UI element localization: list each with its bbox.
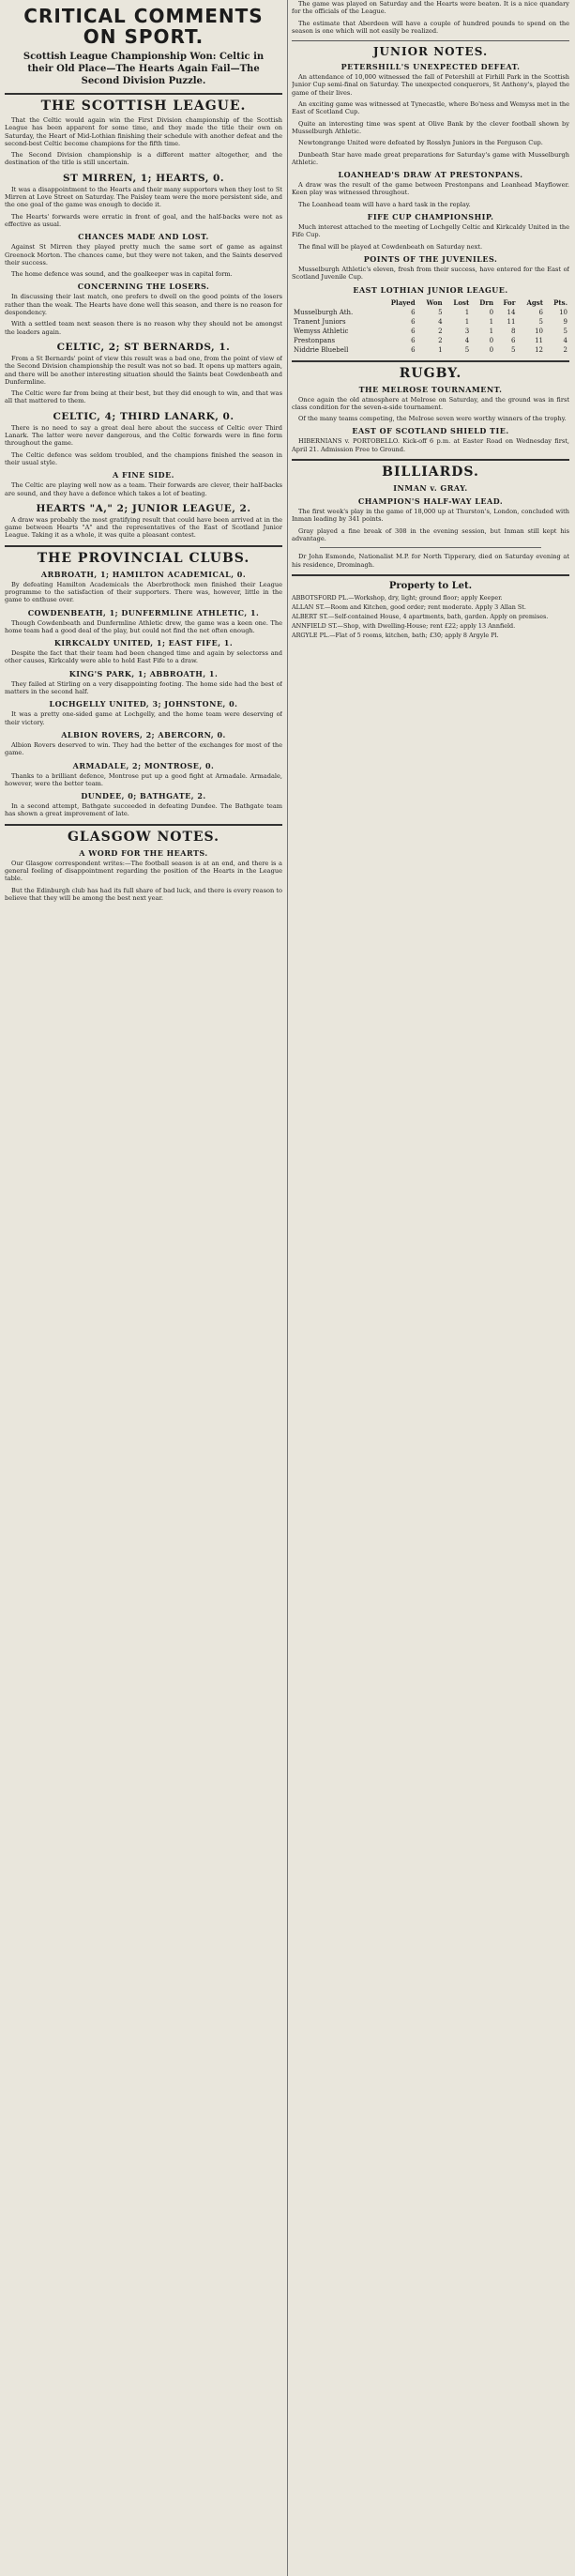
section-glasgow-notes: GLASGOW NOTES. xyxy=(5,824,282,845)
paragraph: The Loanhead team will have a hard task in the replay. xyxy=(298,200,471,208)
advert-item: ANNFIELD ST.—Shop, with Dwelling-House; rent £22; apply 13 Annfield. xyxy=(292,621,516,630)
drawn-cell: 1 xyxy=(489,317,494,326)
advert-item: ARGYLE PL.—Flat of 5 rooms, kitchen, bath; £30; apply 8 Argyle Pl. xyxy=(292,631,499,639)
team-cell: Tranent Juniors xyxy=(294,317,346,326)
paragraph: Against St Mirren they played pretty much the same sort of game as against Greenock Morton. The chances came, but they were not taken, and the Saints deserved their success. xyxy=(5,243,282,267)
paragraph: Newtongrange United were defeated by Rosslyn Juniors in the Ferguson Cup. xyxy=(298,139,543,147)
table-row xyxy=(292,345,569,355)
paragraph: There is no need to say a great deal here about the success of Celtic over Third Lanark. The latter were never dangerous, and the Celtic forwards were in fine form throughout the game. xyxy=(5,423,282,448)
paragraph: The Celtic are playing well now as a team. Their forwards are clever, their half-backs are sound, and they have a defence which takes a lot of beating. xyxy=(5,481,282,497)
paragraph: HIBERNIANS v. PORTOBELLO. Kick-off 6 p.m. at Easter Road on Wednesday first, April 21. Admission Free to Ground. xyxy=(292,437,569,453)
paragraph: Once again the old atmosphere at Melrose on Saturday, and the ground was in first class condition for the seven-a-side tournament. xyxy=(292,395,569,411)
against-cell: 12 xyxy=(535,345,543,354)
drawn-cell: 0 xyxy=(489,345,494,354)
against-cell: 10 xyxy=(535,327,543,335)
paragraph: Dunbeath Star have made great preparations for Saturday's game with Musselburgh Athletic. xyxy=(292,150,569,166)
subheading: A WORD FOR THE HEARTS. xyxy=(79,847,208,858)
team-cell: Musselburgh Ath. xyxy=(294,308,354,316)
won-cell: 5 xyxy=(438,308,443,316)
section-rugby: RUGBY. xyxy=(292,360,569,381)
subheading: POINTS OF THE JUVENILES. xyxy=(363,253,498,264)
table-row xyxy=(292,327,569,336)
paragraph: From a St Bernards' point of view this result was a bad one, from the point of view of the Second Division championship the result was not so bad. It opens up matters again, and there will be another interesting situation should the Saints beat Cowdenbeath and Dunfermline. xyxy=(5,354,282,386)
won-cell: 2 xyxy=(438,336,443,344)
paragraph: But the Edinburgh club has had its full share of bad luck, and there is every reason to believe that they will be among the best next year. xyxy=(5,886,282,902)
match-heading: ARMADALE, 2; MONTROSE, 0. xyxy=(72,760,215,770)
match-heading: LOCHGELLY UNITED, 3; JOHNSTONE, 0. xyxy=(49,699,238,709)
paragraph: Albion Rovers deserved to win. They had the better of the exchanges for most of the game. xyxy=(5,740,282,757)
paragraph: Much interest attached to the meeting of Lochgelly Celtic and Kirkcaldy United in the Fife Cup. xyxy=(292,223,569,239)
for-cell: 14 xyxy=(507,308,516,316)
subheading: CHANCES MADE AND LOST. xyxy=(78,232,209,242)
paragraph: The game was played on Saturday and the Hearts were beaten. It is a nice quandary for the officials of the League. xyxy=(292,0,569,16)
points-cell: 9 xyxy=(563,317,567,326)
points-cell: 5 xyxy=(563,327,567,335)
against-cell: 5 xyxy=(538,317,543,326)
played-cell: 6 xyxy=(411,308,416,316)
subheading: FIFE CUP CHAMPIONSHIP. xyxy=(367,212,494,222)
league-table-title: EAST LOTHIAN JUNIOR LEAGUE. xyxy=(353,284,508,295)
match-heading: CELTIC, 2; ST BERNARDS, 1. xyxy=(56,341,231,353)
paragraph: Of the many teams competing, the Melrose seven were worthy winners of the trophy. xyxy=(298,415,567,423)
lost-cell: 5 xyxy=(464,345,470,354)
right-column xyxy=(292,0,569,2576)
paragraph: In discussing their last match, one prefers to dwell on the good points of the losers rather than the weak. The Hearts have done well this season, and there is no reason for despondency. xyxy=(5,293,282,317)
paragraph: A draw was probably the most gratifying result that could have been arrived at in the game between Hearts "A" and the representatives of the East of Scotland Junior League. Taking it as a whole, it was quite a pleasant contest. xyxy=(5,515,282,540)
classified-adverts xyxy=(292,574,569,639)
paragraph: The estimate that Aberdeen will have a couple of hundred pounds to spend on the season is one which will not easily be realized. xyxy=(292,19,569,35)
paragraph: Quite an interesting time was spent at Olive Bank by the clever football shown by Musselburgh Athletic. xyxy=(292,119,569,135)
won-cell: 1 xyxy=(438,345,443,354)
paragraph: Musselburgh Athletic's eleven, fresh from their success, have entered for the East of Scotland Juvenile Cup. xyxy=(292,265,569,282)
lost-cell: 1 xyxy=(464,317,470,326)
section-provincial: THE PROVINCIAL CLUBS. xyxy=(5,545,282,566)
header-cell: Drn xyxy=(479,297,494,307)
header-cell xyxy=(292,297,379,308)
against-cell: 6 xyxy=(538,308,543,316)
left-column xyxy=(5,0,282,2576)
paragraph: Thanks to a brilliant defence, Montrose put up a good fight at Armadale. Armadale, however, were the better team. xyxy=(5,771,282,787)
points-cell: 2 xyxy=(563,345,567,354)
match-heading: COWDENBEATH, 1; DUNFERMLINE ATHLETIC, 1. xyxy=(27,607,260,617)
paragraph: Gray played a fine break of 308 in the evening session, but Inman still kept his advantage. xyxy=(292,526,569,542)
paragraph: Dr John Esmonde, Nationalist M.P. for North Tipperary, died on Saturday evening at his residence, Drominagh. xyxy=(292,553,569,569)
drawn-cell: 0 xyxy=(489,336,494,344)
paragraph: They failed at Stirling on a very disappointing footing. The home side had the best of matters in the second half. xyxy=(5,679,282,696)
advert-item: ALLAN ST.—Room and Kitchen, good order; rent moderate. Apply 3 Allan St. xyxy=(292,602,526,611)
team-cell: Wemyss Athletic xyxy=(294,327,349,335)
played-cell: 6 xyxy=(411,327,416,335)
match-heading: KING'S PARK, 1; ABBROATH, 1. xyxy=(68,668,219,678)
subheading: CHAMPION'S HALF-WAY LEAD. xyxy=(357,496,504,507)
for-cell: 5 xyxy=(510,345,516,354)
paragraph: That the Celtic would again win the First Division championship of the Scottish League has been apparent for some time, and they made the title their own on Saturday, the Heart of Mid-Lothian finishing their schedule with another defeat and the second-best Celtic become champions for the fifth time. xyxy=(5,116,282,147)
match-heading: HEARTS "A," 2; JUNIOR LEAGUE, 2. xyxy=(36,502,251,514)
paragraph: The Celtic defence was seldom troubled, and the champions finished the season in their usual style. xyxy=(5,450,282,466)
subheading: INMAN v. GRAY. xyxy=(393,483,468,494)
team-cell: Niddrie Bluebell xyxy=(294,345,349,354)
match-heading: KIRKCALDY UNITED, 1; EAST FIFE, 1. xyxy=(53,638,234,648)
header-cell: Lost xyxy=(453,297,470,307)
match-heading: CELTIC, 4; THIRD LANARK, 0. xyxy=(53,410,235,422)
match-heading: ST MIRREN, 1; HEARTS, 0. xyxy=(62,172,225,184)
played-cell: 6 xyxy=(411,336,416,344)
lost-cell: 1 xyxy=(464,308,470,316)
paragraph: It was a pretty one-sided game at Lochgelly, and the home team were deserving of their victory. xyxy=(5,710,282,726)
league-table-header xyxy=(292,297,569,308)
divider xyxy=(320,547,541,548)
match-heading: ARBROATH, 1; HAMILTON ACADEMICAL, 0. xyxy=(40,569,247,579)
column-divider xyxy=(287,0,288,2576)
subheading: EAST OF SCOTLAND SHIELD TIE. xyxy=(352,426,509,436)
paragraph: Despite the fact that their team had been changed time and again by selectorss and other causes, Kirkcaldy were able to hold East Fife to a draw. xyxy=(5,649,282,665)
subheading: CONCERNING THE LOSERS. xyxy=(77,282,210,292)
header-cell: Pts. xyxy=(553,297,567,307)
drawn-cell: 0 xyxy=(489,308,494,316)
played-cell: 6 xyxy=(411,317,416,326)
points-cell: 10 xyxy=(559,308,567,316)
paragraph: An exciting game was witnessed at Tynecastle, where Bo'ness and Wemyss met in the East of Scotland Cup. xyxy=(292,100,569,116)
header-cell: Agst xyxy=(526,297,543,307)
subheading: LOANHEAD'S DRAW AT PRESTONPANS. xyxy=(338,170,523,180)
headline: CRITICAL COMMENTS ON SPORT. xyxy=(23,5,264,48)
paragraph: A draw was the result of the game between Prestonpans and Loanhead Mayflower. Keen play was witnessed throughout. xyxy=(292,181,569,197)
paragraph: By defeating Hamilton Academicals the Aberbrothock men finished their League programme to the satisfaction of their supporters. There was, however, little in the game to enthuse over. xyxy=(5,580,282,604)
header-cell: Won xyxy=(426,297,443,307)
match-heading: ALBION ROVERS, 2; ABERCORN, 0. xyxy=(61,729,226,739)
played-cell: 6 xyxy=(411,345,416,354)
for-cell: 11 xyxy=(507,317,516,326)
for-cell: 8 xyxy=(510,327,516,335)
table-row xyxy=(292,336,569,345)
for-cell: 6 xyxy=(510,336,516,344)
paragraph: The home defence was sound, and the goalkeeper was in capital form. xyxy=(11,270,233,279)
paragraph: The final will be played at Cowdenbeath on Saturday next. xyxy=(298,242,483,251)
team-cell: Prestonpans xyxy=(294,336,336,344)
section-scottish-league: THE SCOTTISH LEAGUE. xyxy=(5,93,282,114)
subheadline: Scottish League Championship Won: Celtic in their Old Place—The Hearts Again Fail—The Second Division Puzzle. xyxy=(23,52,265,86)
paragraph: In a second attempt, Bathgate succeeded in defeating Dundee. The Bathgate team has shown a great improvement of late. xyxy=(5,802,282,818)
won-cell: 4 xyxy=(438,317,443,326)
paragraph: The first week's play in the game of 18,000 up at Thurston's, London, concluded with Inman leading by 341 points. xyxy=(292,508,569,524)
paragraph: It was a disappointment to the Hearts and their many supporters when they lost to St Mirren at Love Street on Saturday. The Paisley team were the more persistent side, and the one goal of the game was enough to decide it. xyxy=(5,185,282,209)
adverts-title: Property to Let. xyxy=(388,580,473,591)
header-cell: For xyxy=(503,297,516,307)
subheading: PETERSHILL'S UNEXPECTED DEFEAT. xyxy=(340,62,521,72)
table-row xyxy=(292,308,569,317)
league-table xyxy=(292,297,569,355)
drawn-cell: 1 xyxy=(489,327,494,335)
subheading: THE MELROSE TOURNAMENT. xyxy=(358,384,503,394)
against-cell: 11 xyxy=(535,336,543,344)
subheading: A FINE SIDE. xyxy=(113,470,174,480)
table-row xyxy=(292,317,569,327)
section-billiards: BILLIARDS. xyxy=(292,459,569,480)
won-cell: 2 xyxy=(438,327,443,335)
paragraph: Our Glasgow correspondent writes:—The football season is at an end, and there is a general feeling of disappointment regarding the position of the Hearts in the League table. xyxy=(5,859,282,883)
lost-cell: 4 xyxy=(464,336,470,344)
paragraph: The Hearts' forwards were erratic in front of goal, and the half-backs were not as effective as usual. xyxy=(5,212,282,228)
paragraph: The Celtic were far from being at their best, but they did enough to win, and that was all that mattered to them. xyxy=(5,389,282,405)
advert-item: ABBOTSFORD PL.—Workshop, dry, light; ground floor; apply Keeper. xyxy=(292,593,503,602)
paragraph: With a settled team next season there is no reason why they should not be amongst the leaders again. xyxy=(5,320,282,336)
header-cell: Played xyxy=(390,297,416,307)
paragraph: An attendance of 10,000 witnessed the fall of Petershill at Firhill Park in the Scottish Junior Cup semi-final on Saturday. The unexpected conquerors, St Anthony's, played the game of their lives. xyxy=(292,73,569,97)
paragraph: Though Cowdenbeath and Dunfermline Athletic drew, the game was a keen one. The home team had a good deal of the play, but could not find the net often enough. xyxy=(5,618,282,634)
points-cell: 4 xyxy=(563,336,567,344)
section-junior-notes: JUNIOR NOTES. xyxy=(292,40,569,58)
lost-cell: 3 xyxy=(464,327,470,335)
match-heading: DUNDEE, 0; BATHGATE, 2. xyxy=(81,791,206,801)
paragraph: The Second Division championship is a different matter altogether, and the destination of the title is still uncertain. xyxy=(5,151,282,167)
advert-item: ALBERT ST.—Self-contained House, 4 apartments, bath, garden. Apply on premises. xyxy=(292,612,549,620)
